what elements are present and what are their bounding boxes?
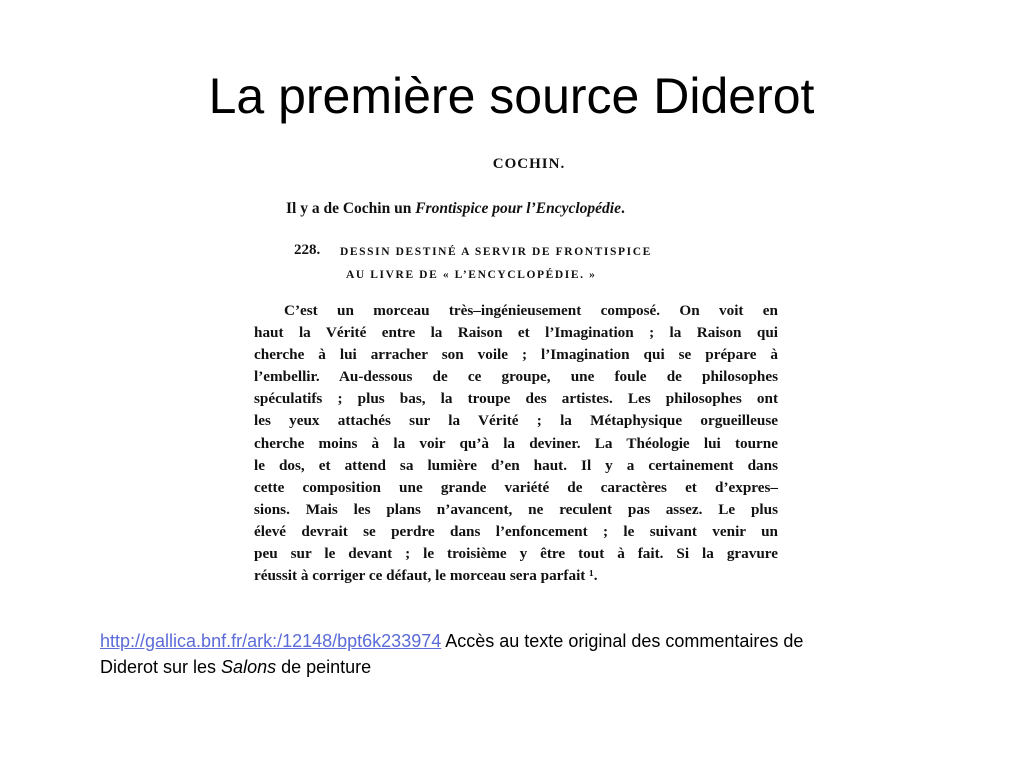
scan-body-line: peu sur le devant ; le troisième y être tout à fait. Si la gravure (254, 545, 778, 563)
scan-body-line: spéculatifs ; plus bas, la troupe des artistes. Les philosophes ont (254, 390, 778, 408)
scan-body-line: cherche à lui arracher son voile ; l’Imagination qui se prépare à (254, 346, 778, 364)
caption-italic: Salons (221, 657, 277, 677)
scan-body-line: sions. Mais les plans n’avancent, ne reculent pas assez. Le plus (254, 500, 778, 518)
scan-body-line: les yeux attachés sur la Vérité ; la Métaphysique orgueilleuse (254, 412, 778, 430)
scanned-page-image (250, 150, 790, 590)
scan-body-line: cherche moins à la voir qu’à la deviner. La Théologie lui tourne (254, 434, 778, 452)
scan-intro (286, 200, 625, 218)
scan-body-line: C’est un morceau très–ingénieusement composé. On voit en (284, 302, 778, 319)
scan-intro-italic: Frontispice pour l’Encyclopédie (415, 200, 621, 217)
gallica-link[interactable]: http://gallica.bnf.fr/ark:/12148/bpt6k233974 (100, 631, 442, 651)
scan-entry-title-line-2: AU LIVRE DE « L’ENCYCLOPÉDIE. » (346, 269, 597, 281)
scan-body-line: élevé devrait se perdre dans l’enfoncement ; le suivant venir un (254, 522, 778, 540)
scan-body-line: réussit à corriger ce défaut, le morceau sera parfait ¹. (254, 567, 598, 585)
scan-body-line: le dos, et attend sa lumière d’en haut. Il y a certainement dans (254, 456, 778, 474)
scan-intro-prefix: Il y a de Cochin un (286, 200, 416, 217)
scan-heading: COCHIN. (492, 156, 566, 172)
scan-body-line: cette composition une grande variété de caractères et d’expres– (254, 478, 778, 496)
scan-entry-title-line-1: DESSIN DESTINÉ A SERVIR DE FRONTISPICE (340, 246, 652, 258)
scan-intro-suffix: . (621, 200, 625, 217)
caption-text: Accès au texte original des commentaires de Diderot sur les (100, 631, 804, 677)
slide-title: La première source Diderot (208, 68, 815, 124)
caption (100, 628, 860, 680)
scan-body-line: haut la Vérité entre la Raison et l’Imagination ; la Raison qui (254, 324, 778, 342)
caption-text-end: de peinture (276, 657, 372, 677)
scan-entry-number: 228. (294, 242, 321, 258)
scan-body-line: l’embellir. Au-dessous de ce groupe, une foule de philosophes (254, 368, 778, 386)
scan-body-text (254, 300, 778, 587)
